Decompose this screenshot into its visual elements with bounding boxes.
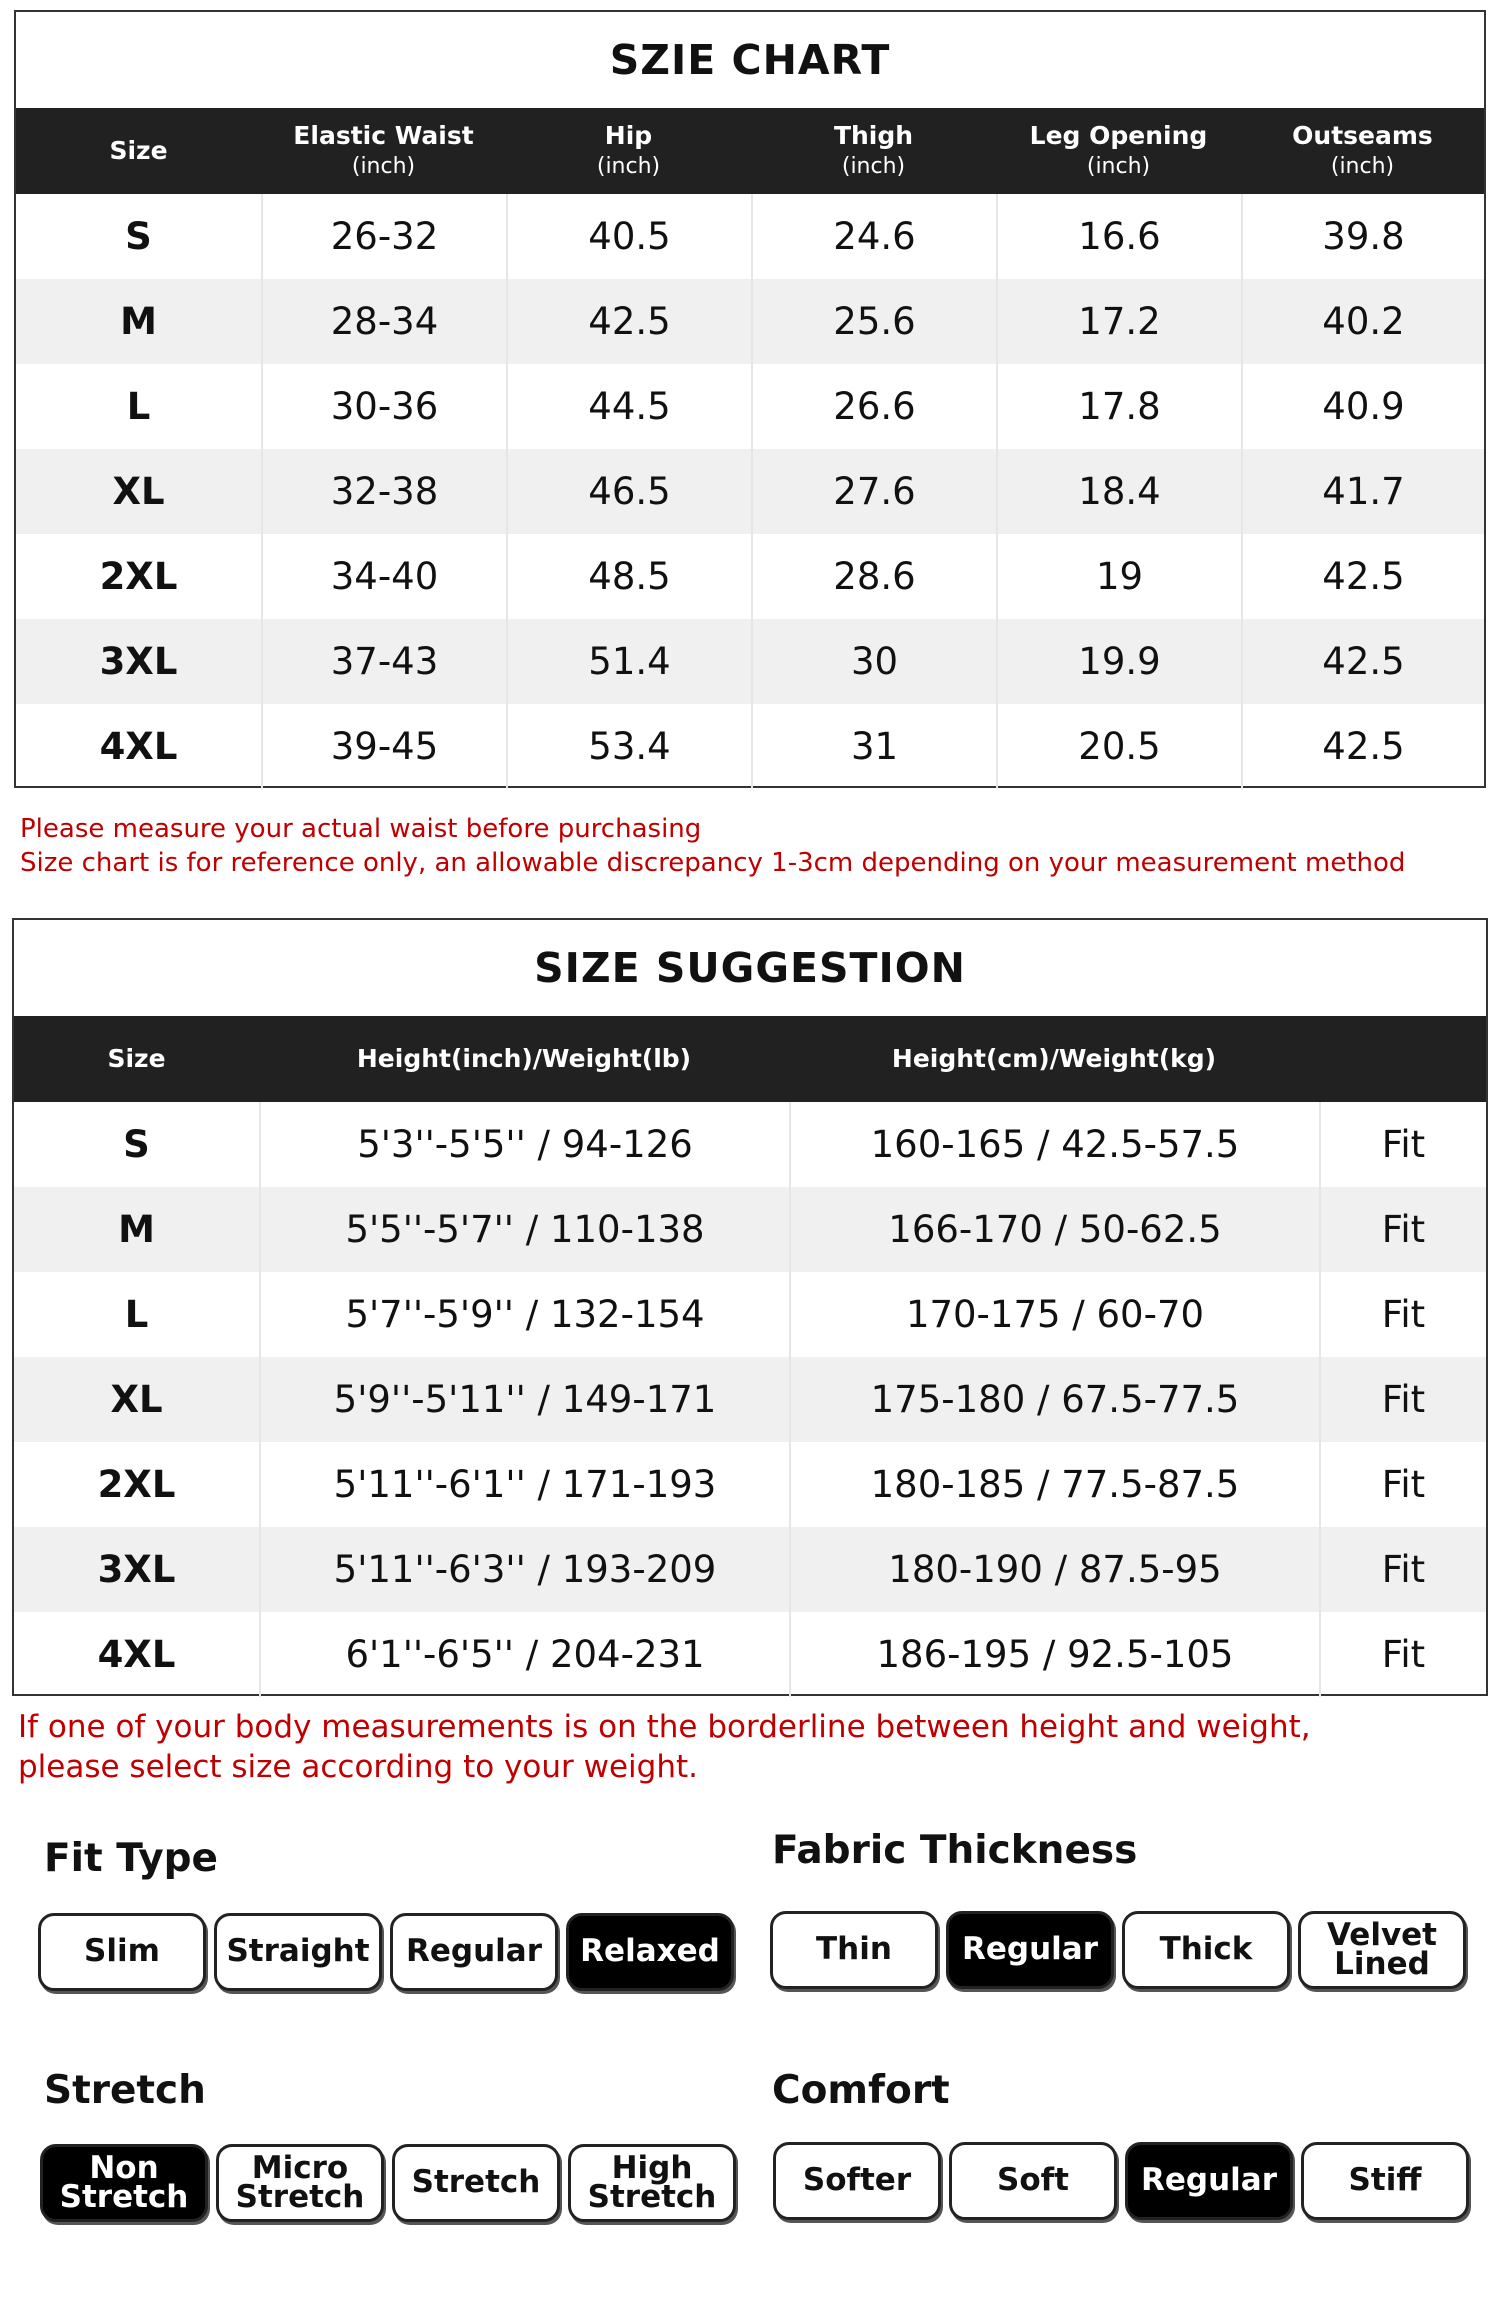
- cell-size: XL: [112, 470, 165, 513]
- size-suggestion-title: SIZE SUGGESTION: [534, 944, 966, 992]
- cell-metric: 180-190 / 87.5-95: [789, 1527, 1319, 1612]
- cell-size: 4XL: [99, 725, 178, 768]
- cell-size: S: [125, 215, 152, 258]
- option-regular[interactable]: Regular: [946, 1911, 1114, 1989]
- cell-leg-opening: 18.4: [996, 449, 1241, 534]
- size-chart-header: [16, 108, 1484, 194]
- fabric-thickness-options: [770, 1911, 1466, 1989]
- cell-waist: 30-36: [261, 364, 506, 449]
- cell-size: M: [120, 300, 157, 343]
- note-line: Size chart is for reference only, an allowable discrepancy 1-3cm depending on your measurement method: [20, 848, 1406, 878]
- header-thigh: [751, 108, 996, 194]
- cell-metric: 166-170 / 50-62.5: [789, 1187, 1319, 1272]
- size-chart-notes: [20, 812, 1405, 880]
- cell-hip: 40.5: [506, 194, 751, 279]
- cell-hip: 51.4: [506, 619, 751, 704]
- size-suggestion-header: [14, 1016, 1486, 1102]
- cell-imperial: 5'5''-5'7'' / 110-138: [259, 1187, 789, 1272]
- option-high-stretch[interactable]: High Stretch: [568, 2144, 736, 2222]
- option-stretch[interactable]: Stretch: [392, 2144, 560, 2222]
- table-row: [16, 364, 1484, 449]
- table-row: [14, 1527, 1486, 1612]
- comfort-options: [773, 2142, 1469, 2220]
- option-thin[interactable]: Thin: [770, 1911, 938, 1989]
- cell-waist: 39-45: [261, 704, 506, 789]
- cell-metric: 186-195 / 92.5-105: [789, 1612, 1319, 1697]
- stretch-options: [40, 2144, 736, 2222]
- option-velvet-lined[interactable]: Velvet Lined: [1298, 1911, 1466, 1989]
- option-thick[interactable]: Thick: [1122, 1911, 1290, 1989]
- cell-fit: Fit: [1319, 1272, 1486, 1357]
- cell-leg-opening: 20.5: [996, 704, 1241, 789]
- size-chart-panel: [14, 10, 1486, 788]
- header-label: Elastic Waist: [293, 121, 474, 151]
- table-row: [14, 1612, 1486, 1697]
- cell-size: 4XL: [97, 1633, 176, 1676]
- header-size: Size: [107, 1043, 166, 1073]
- fit-type-options: [38, 1913, 734, 1991]
- header-outseams: [1241, 108, 1484, 194]
- table-row: [16, 534, 1484, 619]
- header-unit: (inch): [1330, 153, 1395, 179]
- option-softer[interactable]: Softer: [773, 2142, 941, 2220]
- cell-imperial: 5'3''-5'5'' / 94-126: [259, 1102, 789, 1187]
- cell-waist: 28-34: [261, 279, 506, 364]
- cell-hip: 53.4: [506, 704, 751, 789]
- header-hip: [506, 108, 751, 194]
- option-regular[interactable]: Regular: [390, 1913, 558, 1991]
- cell-outseams: 42.5: [1241, 704, 1484, 789]
- cell-outseams: 41.7: [1241, 449, 1484, 534]
- option-micro-stretch[interactable]: Micro Stretch: [216, 2144, 384, 2222]
- cell-fit: Fit: [1319, 1527, 1486, 1612]
- cell-metric: 160-165 / 42.5-57.5: [789, 1102, 1319, 1187]
- size-chart-body: [16, 194, 1484, 789]
- cell-leg-opening: 16.6: [996, 194, 1241, 279]
- cell-outseams: 40.2: [1241, 279, 1484, 364]
- cell-thigh: 28.6: [751, 534, 996, 619]
- cell-fit: Fit: [1319, 1442, 1486, 1527]
- option-non-stretch[interactable]: Non Stretch: [40, 2144, 208, 2222]
- cell-imperial: 5'11''-6'1'' / 171-193: [259, 1442, 789, 1527]
- cell-thigh: 31: [751, 704, 996, 789]
- cell-size: M: [118, 1208, 155, 1251]
- cell-leg-opening: 17.2: [996, 279, 1241, 364]
- header-size: [16, 108, 261, 194]
- fabric-thickness-label: Fabric Thickness: [772, 1828, 1138, 1873]
- option-regular[interactable]: Regular: [1125, 2142, 1293, 2220]
- cell-waist: 37-43: [261, 619, 506, 704]
- cell-fit: Fit: [1319, 1357, 1486, 1442]
- header-fit: [1319, 1016, 1486, 1102]
- cell-outseams: 40.9: [1241, 364, 1484, 449]
- header-leg-opening: [996, 108, 1241, 194]
- cell-size: S: [123, 1123, 150, 1166]
- table-row: [14, 1272, 1486, 1357]
- fit-type-label: Fit Type: [44, 1836, 218, 1881]
- header-unit: (inch): [596, 153, 661, 179]
- header-label: Outseams: [1292, 121, 1433, 151]
- header-unit: (inch): [841, 153, 906, 179]
- cell-imperial: 6'1''-6'5'' / 204-231: [259, 1612, 789, 1697]
- cell-thigh: 24.6: [751, 194, 996, 279]
- cell-outseams: 42.5: [1241, 619, 1484, 704]
- cell-metric: 170-175 / 60-70: [789, 1272, 1319, 1357]
- header-label: Thigh: [833, 121, 914, 151]
- table-row: [16, 704, 1484, 789]
- option-straight[interactable]: Straight: [214, 1913, 382, 1991]
- comfort-label: Comfort: [772, 2068, 950, 2113]
- cell-leg-opening: 17.8: [996, 364, 1241, 449]
- cell-fit: Fit: [1319, 1187, 1486, 1272]
- note-line: please select size according to your weight.: [18, 1749, 698, 1785]
- cell-thigh: 27.6: [751, 449, 996, 534]
- cell-hip: 44.5: [506, 364, 751, 449]
- cell-waist: 32-38: [261, 449, 506, 534]
- cell-outseams: 39.8: [1241, 194, 1484, 279]
- header-label: Hip: [604, 121, 653, 151]
- header-unit: (inch): [1086, 153, 1151, 179]
- cell-leg-opening: 19: [996, 534, 1241, 619]
- cell-thigh: 25.6: [751, 279, 996, 364]
- note-line: Please measure your actual waist before purchasing: [20, 814, 702, 844]
- cell-hip: 46.5: [506, 449, 751, 534]
- table-row: [14, 1187, 1486, 1272]
- cell-fit: Fit: [1319, 1102, 1486, 1187]
- cell-imperial: 5'7''-5'9'' / 132-154: [259, 1272, 789, 1357]
- stretch-label: Stretch: [44, 2068, 206, 2113]
- table-row: [14, 1102, 1486, 1187]
- table-row: [16, 279, 1484, 364]
- table-row: [14, 1442, 1486, 1527]
- table-row: [16, 449, 1484, 534]
- cell-size: L: [126, 385, 151, 428]
- header-imperial: Height(inch)/Weight(lb): [356, 1043, 692, 1073]
- table-row: [16, 194, 1484, 279]
- cell-size: XL: [110, 1378, 163, 1421]
- cell-size: 3XL: [97, 1548, 176, 1591]
- option-stiff[interactable]: Stiff: [1301, 2142, 1469, 2220]
- cell-fit: Fit: [1319, 1612, 1486, 1697]
- cell-thigh: 30: [751, 619, 996, 704]
- cell-metric: 180-185 / 77.5-87.5: [789, 1442, 1319, 1527]
- option-relaxed[interactable]: Relaxed: [566, 1913, 734, 1991]
- table-row: [14, 1357, 1486, 1442]
- header-label: Leg Opening: [1029, 121, 1208, 151]
- cell-imperial: 5'11''-6'3'' / 193-209: [259, 1527, 789, 1612]
- cell-imperial: 5'9''-5'11'' / 149-171: [259, 1357, 789, 1442]
- header-metric: Height(cm)/Weight(kg): [891, 1043, 1217, 1073]
- size-suggestion-panel: [12, 918, 1488, 1696]
- size-chart-title: SZIE CHART: [609, 36, 891, 84]
- cell-waist: 34-40: [261, 534, 506, 619]
- option-soft[interactable]: Soft: [949, 2142, 1117, 2220]
- cell-hip: 48.5: [506, 534, 751, 619]
- table-row: [16, 619, 1484, 704]
- size-suggestion-body: [14, 1102, 1486, 1697]
- option-slim[interactable]: Slim: [38, 1913, 206, 1991]
- cell-size: L: [124, 1293, 149, 1336]
- cell-metric: 175-180 / 67.5-77.5: [789, 1357, 1319, 1442]
- cell-waist: 26-32: [261, 194, 506, 279]
- cell-hip: 42.5: [506, 279, 751, 364]
- cell-thigh: 26.6: [751, 364, 996, 449]
- header-label: Size: [109, 135, 168, 165]
- header-elastic-waist: [261, 108, 506, 194]
- cell-size: 2XL: [97, 1463, 176, 1506]
- cell-size: 2XL: [99, 555, 178, 598]
- note-line: If one of your body measurements is on the borderline between height and weight,: [18, 1709, 1311, 1745]
- header-unit: (inch): [351, 153, 416, 179]
- cell-outseams: 42.5: [1241, 534, 1484, 619]
- cell-leg-opening: 19.9: [996, 619, 1241, 704]
- size-suggestion-notes: [18, 1707, 1311, 1787]
- cell-size: 3XL: [99, 640, 178, 683]
